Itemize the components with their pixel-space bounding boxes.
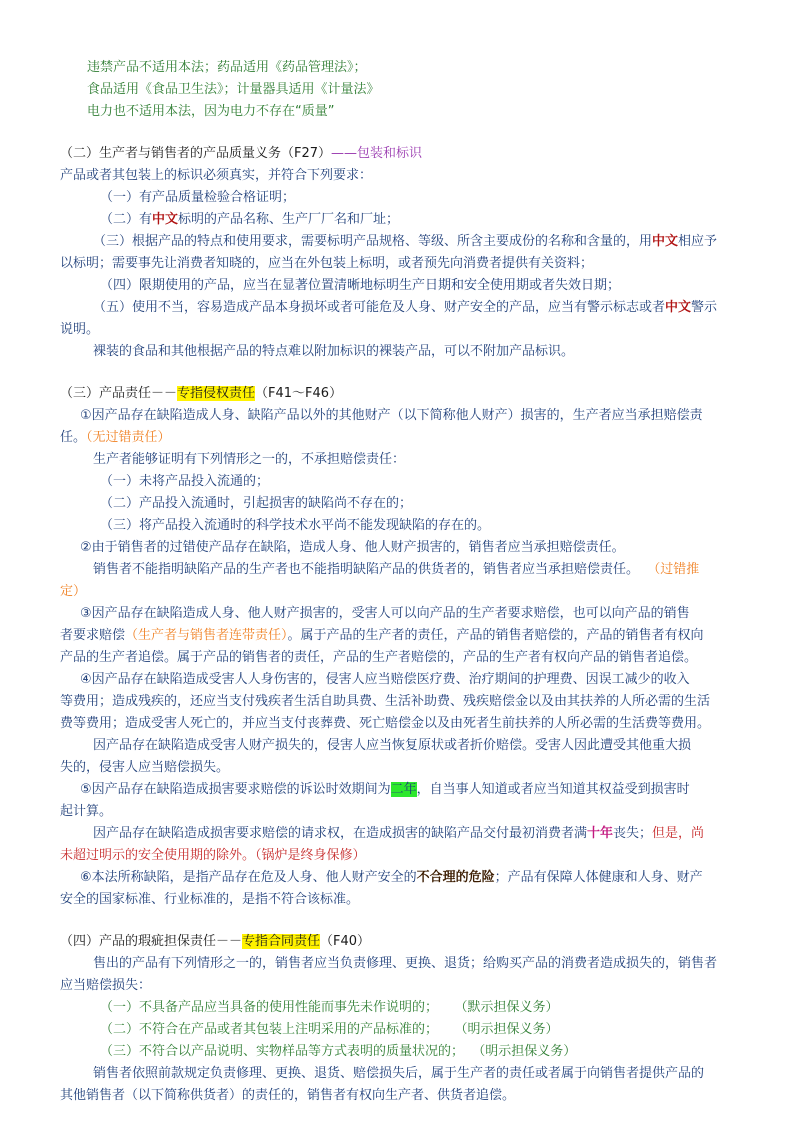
liability-para-1: ①因产品存在缺陷造成人身、缺陷产品以外的其他财产（以下简称他人财产）损害的，生产者应当承担赔偿责 <box>80 408 703 423</box>
warranty-case-1 <box>100 998 559 1018</box>
label-req-item-3 <box>93 232 717 252</box>
warranty-case-2-text: （二）不符合在产品或者其包装上注明采用的产品标准的； <box>100 1022 439 1037</box>
exclusion-line-1: 违禁产品不适用本法；药品适用《药品管理法》； <box>87 60 367 75</box>
recourse-para-cont: 其他销售者（以下简称供货者）的责任的，销售者有权向生产者、供货者追偿。 <box>60 1088 516 1103</box>
section-2-intro: 产品或者其包装上的标识必须真实，并符合下列要求： <box>60 168 373 183</box>
label-req-item-3-cont: 以标明；需要事先让消费者知晓的，应当在外包装上标明，或者预先向消费者提供有关资料； <box>60 256 594 271</box>
section-3-heading <box>60 384 342 404</box>
liability-para-4-cont-2: 费等费用；造成受害人死亡的，并应当支付丧葬费、死亡赔偿金以及由死者生前扶养的人所必需的生活费等费用。 <box>60 716 711 731</box>
chinese-emphasis: 中文 <box>665 300 692 315</box>
section-3-articles: （F41～F46） <box>255 386 343 401</box>
two-years-highlight: 二年 <box>390 782 417 797</box>
ten-year-exception-cont: 未超过明示的安全使用期的除外。（锅炉是终身保修） <box>60 848 366 863</box>
seller-liability-text: 销售者不能指明缺陷产品的生产者也不能指明缺陷产品的供货者的，销售者应当承担赔偿责任。 <box>93 562 640 577</box>
express-warranty-tag: （明示担保义务） <box>472 1044 577 1059</box>
section-2-title: （二）生产者与销售者的产品质量义务（F27） <box>60 146 332 161</box>
label-req-item-1: （一）有产品质量检验合格证明； <box>100 190 296 205</box>
liability-para-5 <box>80 780 690 800</box>
liability-para-4: ④因产品存在缺陷造成受害人人身伤害的，侵害人应当赔偿医疗费、治疗期间的护理费、因误工减少的收入 <box>80 672 690 687</box>
tort-liability-highlight: 专指侵权责任 <box>177 386 256 401</box>
exemption-item-3: （三）将产品投入流通时的科学技术水平尚不能发现缺陷的存在的。 <box>100 518 491 533</box>
warranty-case-3-text: （三）不符合以产品说明、实物样品等方式表明的质量状况的； <box>100 1044 465 1059</box>
section-3-title: （三）产品责任－－ <box>60 386 178 401</box>
section-4-heading <box>60 932 370 952</box>
liability-para-3-text-c: 。属于产品的生产者的责任，产品的销售者赔偿的，产品的销售者有权向 <box>287 628 704 643</box>
liability-para-1-cont <box>60 428 171 448</box>
presumed-fault-tag-cont: 定） <box>60 584 87 599</box>
implied-warranty-tag: （默示担保义务） <box>454 1000 559 1015</box>
warranty-case-1-text: （一）不具备产品应当具备的使用性能而事先未作说明的； <box>100 1000 439 1015</box>
warranty-case-2 <box>100 1020 559 1040</box>
label-req-item-2 <box>100 210 399 230</box>
exemption-intro: 生产者能够证明有下列情形之一的，不承担赔偿责任： <box>93 452 406 467</box>
ten-years-emphasis: 十年 <box>587 826 614 841</box>
no-fault-tag: （无过错责任） <box>86 430 171 445</box>
chinese-emphasis: 中文 <box>152 212 179 227</box>
property-loss-para-cont: 失的，侵害人应当赔偿损失。 <box>60 760 230 775</box>
req-item-2-text-b: 标明的产品名称、生产厂厂名和厂址； <box>178 212 400 227</box>
defect-definition-cont: 安全的国家标准、行业标准的，是指不符合该标准。 <box>60 892 360 907</box>
warranty-case-3 <box>100 1042 576 1062</box>
req-item-2-text-a: （二）有 <box>100 212 153 227</box>
liability-para-4-cont-1: 等费用；造成残疾的，还应当支付残疾者生活自助具费、生活补助费、残疾赔偿金以及由其扶养的人所必需的生活 <box>60 694 711 709</box>
bulk-food-note: 裸装的食品和其他根据产品的特点难以附加标识的裸装产品，可以不附加产品标识。 <box>93 344 575 359</box>
req-item-5-text-b: 警示 <box>691 300 718 315</box>
presumed-fault-tag: （过错推 <box>647 562 700 577</box>
ten-year-para <box>93 824 704 844</box>
req-item-3-text-a: （三）根据产品的特点和使用要求，需要标明产品规格、等级、所含主要成份的名称和含量的，用 <box>93 234 653 249</box>
req-item-3-text-b: 相应予 <box>678 234 718 249</box>
liability-para-1-end: 任。 <box>60 430 87 445</box>
section-4-title: （四）产品的瑕疵担保责任－－ <box>60 934 243 949</box>
exemption-item-2: （二）产品投入流通时，引起损害的缺陷尚不存在的； <box>100 496 413 511</box>
ten-year-text: 因产品存在缺陷造成损害要求赔偿的请求权，在造成损害的缺陷产品交付最初消费者满 <box>93 826 588 841</box>
chinese-emphasis: 中文 <box>652 234 679 249</box>
unreasonable-danger-emphasis: 不合理的危险 <box>416 870 495 885</box>
defect-definition-text-b: ；产品有保障人体健康和人身、财产 <box>494 870 703 885</box>
warranty-para-1: 售出的产品有下列情形之一的，销售者应当负责修理、更换、退货；给购买产品的消费者造成损失的，销售者 <box>93 956 718 971</box>
liability-para-3: ③因产品存在缺陷造成人身、他人财产损害的，受害人可以向产品的生产者要求赔偿，也可以向产品的销售 <box>80 606 690 621</box>
limitation-text-a: ⑤因产品存在缺陷造成损害要求赔偿的诉讼时效期间为 <box>80 782 391 797</box>
section-2-heading <box>60 144 422 164</box>
section-4-articles: （F40） <box>320 934 371 949</box>
req-item-5-text-a: （五）使用不当，容易造成产品本身损坏或者可能危及人身、财产安全的产品，应当有警示标志或者 <box>93 300 666 315</box>
label-req-item-4: （四）限期使用的产品，应当在显著位置清晰地标明生产日期和安全使用期或者失效日期； <box>100 278 621 293</box>
contract-liability-highlight: 专指合同责任 <box>242 934 321 949</box>
ten-year-exception: 但是，尚 <box>652 826 705 841</box>
exclusion-line-2: 食品适用《食品卫生法》；计量器具适用《计量法》 <box>87 82 380 97</box>
joint-liability-tag: （生产者与销售者连带责任） <box>125 628 288 643</box>
liability-para-3-text-b: 者要求赔偿 <box>60 628 126 643</box>
property-loss-para: 因产品存在缺陷造成受害人财产损失的，侵害人应当恢复原状或者折价赔偿。受害人因此遭受其他重大损 <box>93 738 692 753</box>
warranty-para-1-cont: 应当赔偿损失： <box>60 978 152 993</box>
defect-definition-text-a: ⑥本法所称缺陷，是指产品存在危及人身、他人财产安全的 <box>80 870 417 885</box>
limitation-text-b: ，自当事人知道或者应当知道其权益受到损害时 <box>416 782 690 797</box>
express-warranty-tag: （明示担保义务） <box>454 1022 559 1037</box>
label-req-item-5 <box>93 298 717 318</box>
liability-para-2: ②由于销售者的过错使产品存在缺陷，造成人身、他人财产损害的，销售者应当承担赔偿责任。 <box>80 540 625 555</box>
exemption-item-1: （一）未将产品投入流通的； <box>100 474 270 489</box>
label-req-item-5-cont: 说明。 <box>60 322 100 337</box>
recourse-para: 销售者依照前款规定负责修理、更换、退货、赔偿损失后，属于生产者的责任或者属于向销售者提供产品的 <box>93 1066 705 1081</box>
exclusion-line-3: 电力也不适用本法，因为电力不存在“质量” <box>87 104 335 119</box>
liability-para-3-end: 产品的生产者追偿。属于产品的销售者的责任，产品的生产者赔偿的，产品的生产者有权向产品的销售者追偿。 <box>60 650 698 665</box>
defect-definition <box>80 868 703 888</box>
liability-para-5-cont: 起计算。 <box>60 804 113 819</box>
section-2-title-tag: ——包装和标识 <box>331 146 423 161</box>
liability-para-3-cont <box>60 626 704 646</box>
liability-para-2b <box>93 560 699 580</box>
ten-year-lapse: 丧失； <box>613 826 653 841</box>
